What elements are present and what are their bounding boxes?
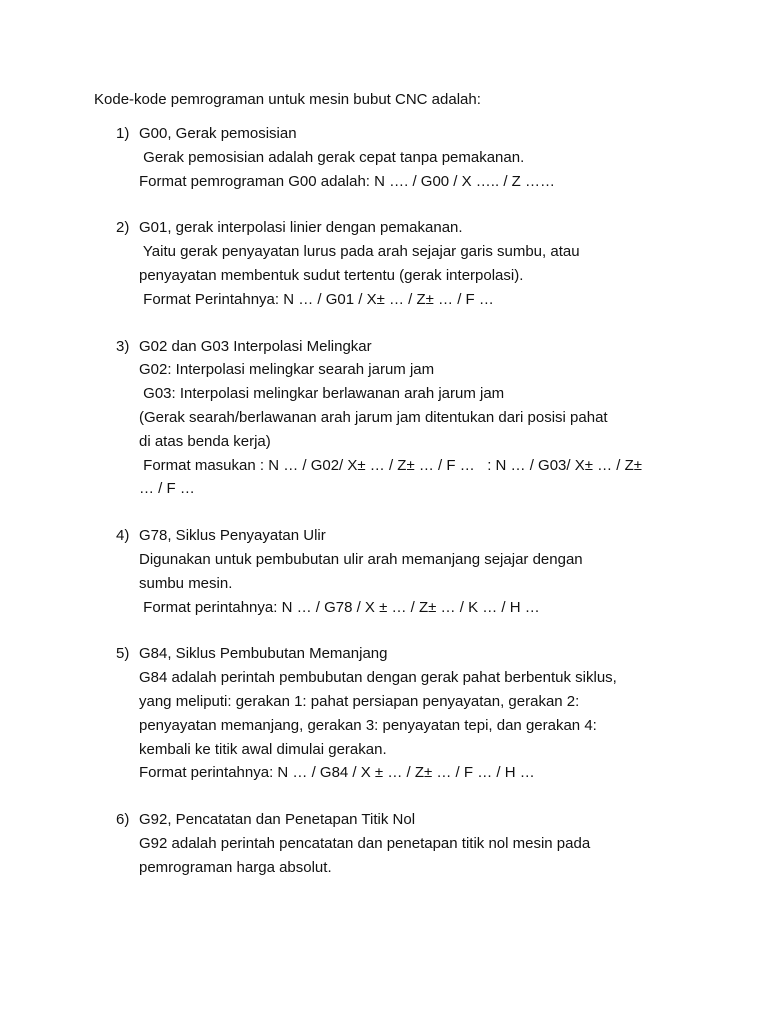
item-line: Format perintahnya: N … / G84 / X ± … / Z± … / F … / H … — [139, 764, 535, 782]
item-line: Format masukan : N … / G02/ X± … / Z± … / F … : N … / G03/ X± … / Z± — [139, 456, 643, 474]
item-line: G92 adalah perintah pencatatan dan penetapan titik nol mesin pada — [139, 834, 591, 852]
item-line: (Gerak searah/berlawanan arah jarum jam ditentukan dari posisi pahat — [139, 408, 608, 426]
intro-heading: Kode-kode pemrograman untuk mesin bubut CNC adalah: — [94, 91, 481, 108]
item-title: G00, Gerak pemosisian — [139, 125, 297, 142]
list-item — [0, 335, 768, 502]
item-title: G78, Siklus Penyayatan Ulir — [139, 527, 326, 545]
item-line: penyayatan memanjang, gerakan 3: penyayatan tepi, dan gerakan 4: — [139, 716, 597, 734]
item-body — [139, 808, 679, 879]
item-line: … / F … — [139, 480, 195, 498]
item-number: 4) — [116, 527, 130, 545]
list-item — [0, 216, 768, 311]
item-line: Gerak pemosisian adalah gerak cepat tanpa pemakanan. — [139, 148, 525, 166]
item-line: Digunakan untuk pembubutan ulir arah memanjang sejajar dengan — [139, 550, 583, 568]
list-item — [0, 808, 768, 879]
item-line: yang meliputi: gerakan 1: pahat persiapan penyayatan, gerakan 2: — [139, 692, 580, 710]
item-body — [139, 122, 679, 193]
code-list — [0, 122, 768, 903]
item-body — [139, 216, 679, 311]
item-line: Format perintahnya: N … / G78 / X ± … / Z± … / K … / H … — [139, 598, 540, 616]
item-number: 6) — [116, 811, 130, 829]
item-line: penyayatan membentuk sudut tertentu (gerak interpolasi). — [139, 266, 524, 284]
item-line: kembali ke titik awal dimulai gerakan. — [139, 740, 387, 758]
item-number: 3) — [116, 337, 130, 355]
item-line: di atas benda kerja) — [139, 432, 271, 450]
list-item — [0, 642, 768, 785]
item-title: G02 dan G03 Interpolasi Melingkar — [139, 337, 372, 355]
item-line: G84 adalah perintah pembubutan dengan gerak pahat berbentuk siklus, — [139, 669, 617, 687]
item-line: G03: Interpolasi melingkar berlawanan arah jarum jam — [139, 385, 505, 403]
item-number: 5) — [116, 645, 130, 663]
item-body — [139, 524, 679, 619]
item-body — [139, 335, 679, 502]
list-item — [0, 122, 768, 193]
item-title: G01, gerak interpolasi linier dengan pemakanan. — [139, 219, 463, 237]
item-line: pemrograman harga absolut. — [139, 858, 332, 876]
item-line: Format Perintahnya: N … / G01 / X± … / Z± … / F … — [139, 290, 494, 308]
item-line: sumbu mesin. — [139, 574, 233, 592]
item-title: G92, Pencatatan dan Penetapan Titik Nol — [139, 811, 416, 829]
item-line: Format pemrograman G00 adalah: N …. / G00 / X ….. / Z …… — [139, 172, 555, 190]
item-line: Yaitu gerak penyayatan lurus pada arah sejajar garis sumbu, atau — [139, 243, 580, 261]
item-body — [139, 642, 679, 785]
item-title: G84, Siklus Pembubutan Memanjang — [139, 645, 388, 663]
item-number: 2) — [116, 219, 130, 237]
item-number: 1) — [116, 125, 130, 142]
item-line: G02: Interpolasi melingkar searah jarum jam — [139, 361, 435, 379]
list-item — [0, 524, 768, 619]
